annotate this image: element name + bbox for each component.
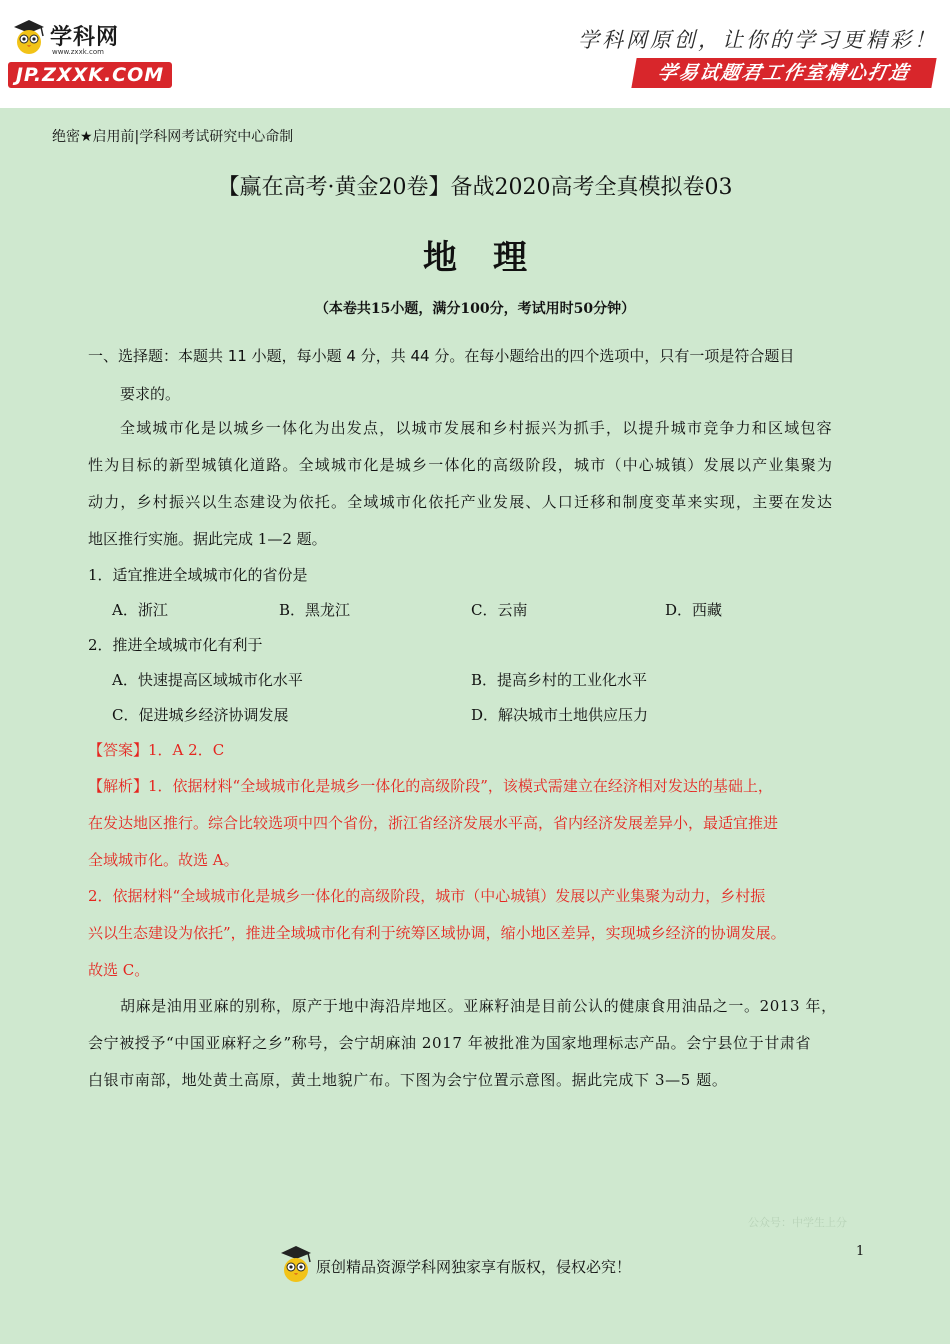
secret-line: 绝密★启用前|学科网考试研究中心命制 bbox=[52, 129, 294, 145]
question-2-option-d[interactable]: D．解决城市土地供应压力 bbox=[471, 706, 649, 724]
analysis-line: 在发达地区推行。综合比较选项中四个省份，浙江省经济发展水平高，省内经济发展差异小，最适宜推进 bbox=[88, 814, 779, 832]
analysis-text: 1．依据材料“全域城市化是城乡一体化的高级阶段”，该模式需建立在经济相对发达的基础上， bbox=[148, 777, 773, 795]
question-2-option-a[interactable]: A．快速提高区域城市化水平 bbox=[112, 671, 303, 689]
exam-title: 【赢在高考·黄金20卷】备战2020高考全真模拟卷03 bbox=[217, 175, 733, 200]
answer-tag: 【答案】 bbox=[88, 741, 149, 759]
logo-name: 学科网 bbox=[50, 25, 120, 50]
exam-info: （本卷共15小题，满分100分，考试用时50分钟） bbox=[314, 301, 636, 317]
logo-domain-badge: JP.ZXXK.COM bbox=[8, 62, 172, 88]
site-logo[interactable] bbox=[8, 16, 178, 92]
question-2-stem: 2．推进全域城市化有利于 bbox=[88, 636, 263, 654]
analysis-line: 2．依据材料“全域城市化是城乡一体化的高级阶段，城市（中心城镇）发展以产业集聚为动力，乡村振 bbox=[88, 887, 766, 905]
studio-banner: 学易试题君工作室精心打造 bbox=[631, 58, 936, 88]
question-1-option-d[interactable]: D．西藏 bbox=[665, 601, 723, 619]
analysis-line bbox=[88, 775, 773, 796]
page-header bbox=[0, 0, 950, 108]
analysis-line: 故选 C。 bbox=[88, 961, 150, 979]
subject-title: 地理 bbox=[423, 238, 563, 278]
passage-line: 动力，乡村振兴以生态建设为依托。全域城市化依托产业发展、人口迁移和制度变革来实现，主要在发达 bbox=[88, 493, 834, 511]
header-slogan: 学科网原创，让你的学习更精彩！ bbox=[578, 28, 938, 52]
passage-line: 性为目标的新型城镇化道路。全域城市化是城乡一体化的高级阶段，城市（中心城镇）发展以产业集聚为 bbox=[88, 456, 834, 474]
passage-line: 白银市南部，地处黄土高原，黄土地貌广布。下图为会宁位置示意图。据此完成下 3—5 题。 bbox=[88, 1071, 728, 1089]
question-1-option-c[interactable]: C．云南 bbox=[471, 601, 528, 619]
analysis-line: 兴以生态建设为依托”，推进全域城市化有利于统筹区域协调，缩小地区差异，实现城乡经济的协调发展。 bbox=[88, 924, 786, 942]
watermark: 公众号：中学生上分 bbox=[748, 1216, 847, 1229]
section-heading-cont: 要求的。 bbox=[120, 385, 181, 403]
question-1-stem: 1．适宜推进全域城市化的省份是 bbox=[88, 566, 308, 584]
question-2-option-b[interactable]: B．提高乡村的工业化水平 bbox=[471, 671, 648, 689]
question-1-option-b[interactable]: B．黑龙江 bbox=[279, 601, 351, 619]
passage-line: 地区推行实施。据此完成 1—2 题。 bbox=[88, 530, 327, 548]
analysis-tag: 【解析】 bbox=[88, 777, 149, 795]
logo-url: www.zxxk.com bbox=[52, 48, 104, 56]
question-1-option-a[interactable]: A．浙江 bbox=[112, 601, 168, 619]
analysis-line: 全域城市化。故选 A。 bbox=[88, 851, 239, 869]
owl-mascot-icon bbox=[278, 1244, 314, 1284]
footer-copyright: 原创精品资源学科网独家享有版权，侵权必究！ bbox=[316, 1258, 632, 1276]
answer-line bbox=[88, 739, 224, 760]
page-number: 1 bbox=[856, 1244, 865, 1259]
passage-line: 全域城市化是以城乡一体化为出发点，以城市发展和乡村振兴为抓手，以提升城市竞争力和区域包容 bbox=[120, 419, 833, 437]
passage-line: 胡麻是油用亚麻的别称，原产于地中海沿岸地区。亚麻籽油是目前公认的健康食用油品之一。2013 年， bbox=[120, 997, 837, 1015]
question-2-option-c[interactable]: C．促进城乡经济协调发展 bbox=[112, 706, 289, 724]
owl-mascot-icon bbox=[10, 18, 48, 56]
section-heading: 一、选择题：本题共 11 小题，每小题 4 分，共 44 分。在每小题给出的四个选项中，只有一项是符合题目 bbox=[88, 347, 795, 365]
passage-line: 会宁被授予“中国亚麻籽之乡”称号，会宁胡麻油 2017 年被批准为国家地理标志产品。会宁县位于甘肃省 bbox=[88, 1034, 812, 1052]
answer-text: 1．A 2．C bbox=[148, 741, 225, 759]
